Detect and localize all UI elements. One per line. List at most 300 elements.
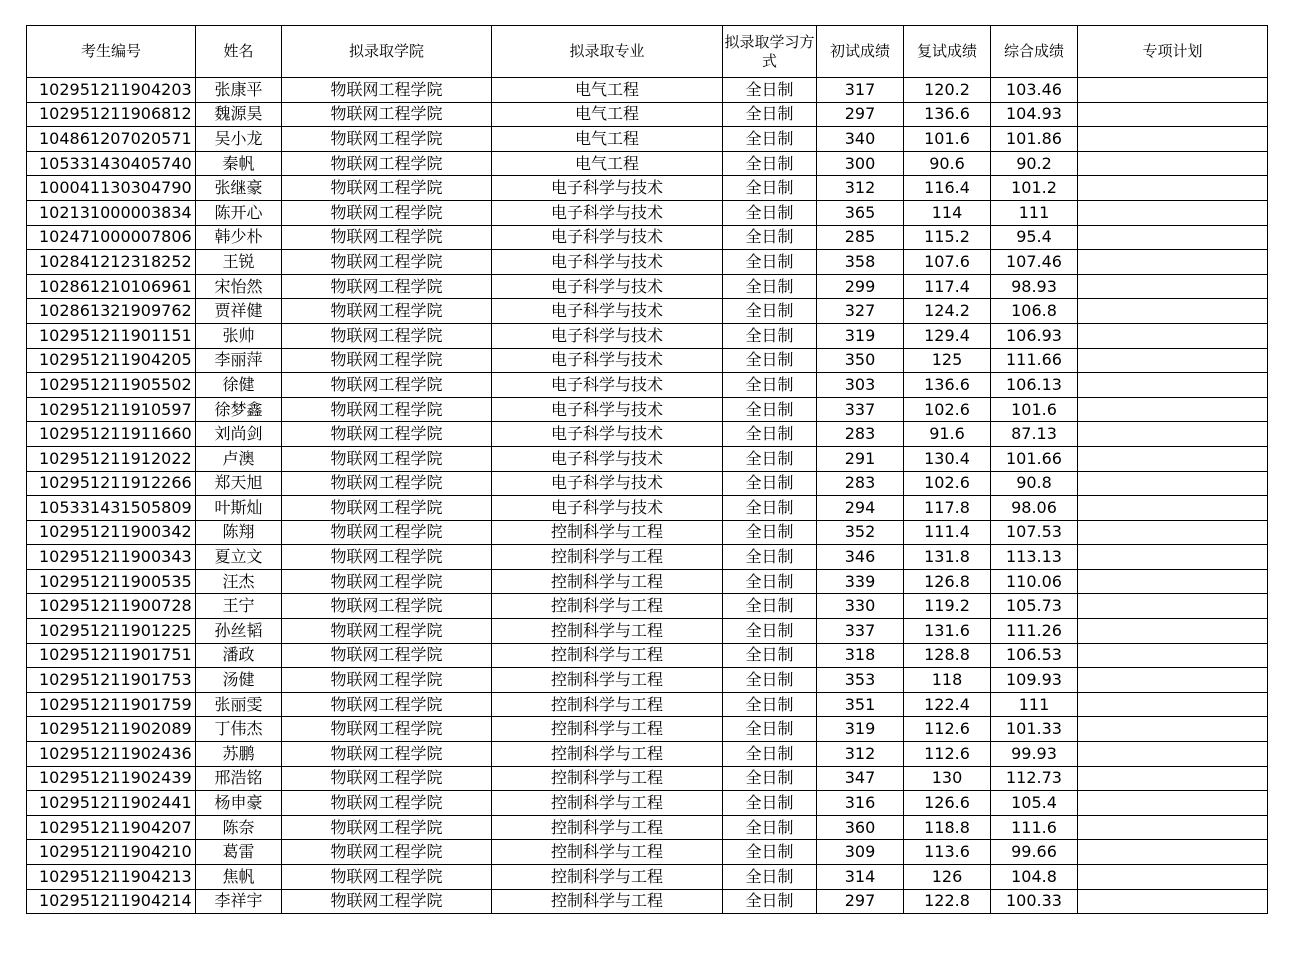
cell-total-score: 101.2 — [991, 176, 1078, 201]
cell-initial-score: 352 — [817, 520, 904, 545]
cell-college: 物联网工程学院 — [282, 397, 492, 422]
cell-major: 电子科学与技术 — [492, 471, 723, 496]
header-total-score: 综合成绩 — [991, 26, 1078, 78]
cell-candidate-id: 100041130304790 — [27, 176, 196, 201]
cell-special-plan — [1078, 594, 1268, 619]
cell-retest-score: 102.6 — [904, 471, 991, 496]
cell-college: 物联网工程学院 — [282, 225, 492, 250]
cell-study-mode: 全日制 — [723, 274, 817, 299]
cell-major: 电子科学与技术 — [492, 348, 723, 373]
cell-initial-score: 319 — [817, 323, 904, 348]
cell-major: 电子科学与技术 — [492, 496, 723, 521]
cell-initial-score: 285 — [817, 225, 904, 250]
cell-initial-score: 314 — [817, 865, 904, 890]
cell-study-mode: 全日制 — [723, 545, 817, 570]
header-special-plan: 专项计划 — [1078, 26, 1268, 78]
cell-college: 物联网工程学院 — [282, 348, 492, 373]
cell-college: 物联网工程学院 — [282, 545, 492, 570]
cell-initial-score: 283 — [817, 471, 904, 496]
cell-candidate-id: 102951211904205 — [27, 348, 196, 373]
cell-retest-score: 130.4 — [904, 446, 991, 471]
cell-candidate-id: 102951211910597 — [27, 397, 196, 422]
cell-major: 控制科学与工程 — [492, 692, 723, 717]
cell-retest-score: 111.4 — [904, 520, 991, 545]
cell-special-plan — [1078, 127, 1268, 152]
cell-special-plan — [1078, 889, 1268, 914]
cell-candidate-id: 105331430405740 — [27, 151, 196, 176]
cell-retest-score: 128.8 — [904, 643, 991, 668]
cell-study-mode: 全日制 — [723, 569, 817, 594]
cell-retest-score: 120.2 — [904, 78, 991, 103]
cell-college: 物联网工程学院 — [282, 742, 492, 767]
cell-study-mode: 全日制 — [723, 422, 817, 447]
table-header — [27, 26, 1268, 78]
cell-retest-score: 126 — [904, 865, 991, 890]
cell-total-score: 90.2 — [991, 151, 1078, 176]
cell-major: 电气工程 — [492, 78, 723, 103]
cell-candidate-id: 102951211900728 — [27, 594, 196, 619]
table-row — [27, 865, 1268, 890]
cell-study-mode: 全日制 — [723, 766, 817, 791]
table-row — [27, 323, 1268, 348]
cell-special-plan — [1078, 422, 1268, 447]
table-body — [27, 78, 1268, 914]
cell-candidate-id: 102131000003834 — [27, 200, 196, 225]
cell-major: 电气工程 — [492, 151, 723, 176]
cell-study-mode: 全日制 — [723, 299, 817, 324]
cell-special-plan — [1078, 102, 1268, 127]
table-row — [27, 840, 1268, 865]
cell-name: 汪杰 — [196, 569, 282, 594]
cell-initial-score: 319 — [817, 717, 904, 742]
cell-major: 控制科学与工程 — [492, 668, 723, 693]
cell-candidate-id: 102861210106961 — [27, 274, 196, 299]
cell-total-score: 111 — [991, 200, 1078, 225]
cell-total-score: 113.13 — [991, 545, 1078, 570]
cell-candidate-id: 102951211904210 — [27, 840, 196, 865]
cell-retest-score: 122.8 — [904, 889, 991, 914]
cell-college: 物联网工程学院 — [282, 668, 492, 693]
cell-name: 李丽萍 — [196, 348, 282, 373]
cell-major: 电子科学与技术 — [492, 323, 723, 348]
cell-special-plan — [1078, 299, 1268, 324]
cell-study-mode: 全日制 — [723, 373, 817, 398]
cell-name: 焦帆 — [196, 865, 282, 890]
cell-special-plan — [1078, 78, 1268, 103]
cell-total-score: 111.66 — [991, 348, 1078, 373]
cell-study-mode: 全日制 — [723, 815, 817, 840]
cell-initial-score: 347 — [817, 766, 904, 791]
cell-retest-score: 118 — [904, 668, 991, 693]
admission-table — [26, 25, 1268, 914]
cell-total-score: 106.8 — [991, 299, 1078, 324]
cell-candidate-id: 102951211912266 — [27, 471, 196, 496]
table-row — [27, 742, 1268, 767]
cell-candidate-id: 105331431505809 — [27, 496, 196, 521]
cell-college: 物联网工程学院 — [282, 865, 492, 890]
cell-candidate-id: 102951211912022 — [27, 446, 196, 471]
cell-retest-score: 130 — [904, 766, 991, 791]
cell-initial-score: 312 — [817, 742, 904, 767]
cell-study-mode: 全日制 — [723, 742, 817, 767]
cell-name: 贾祥健 — [196, 299, 282, 324]
cell-candidate-id: 102951211904207 — [27, 815, 196, 840]
cell-special-plan — [1078, 865, 1268, 890]
cell-initial-score: 312 — [817, 176, 904, 201]
cell-candidate-id: 102861321909762 — [27, 299, 196, 324]
cell-name: 刘尚剑 — [196, 422, 282, 447]
cell-study-mode: 全日制 — [723, 791, 817, 816]
cell-study-mode: 全日制 — [723, 840, 817, 865]
cell-initial-score: 330 — [817, 594, 904, 619]
cell-retest-score: 117.8 — [904, 496, 991, 521]
cell-name: 陈奈 — [196, 815, 282, 840]
cell-study-mode: 全日制 — [723, 889, 817, 914]
cell-major: 控制科学与工程 — [492, 643, 723, 668]
cell-college: 物联网工程学院 — [282, 840, 492, 865]
cell-study-mode: 全日制 — [723, 102, 817, 127]
cell-initial-score: 337 — [817, 397, 904, 422]
cell-major: 电子科学与技术 — [492, 446, 723, 471]
cell-study-mode: 全日制 — [723, 176, 817, 201]
cell-college: 物联网工程学院 — [282, 496, 492, 521]
cell-total-score: 101.6 — [991, 397, 1078, 422]
cell-initial-score: 309 — [817, 840, 904, 865]
table-row — [27, 496, 1268, 521]
table-row — [27, 200, 1268, 225]
cell-college: 物联网工程学院 — [282, 471, 492, 496]
cell-name: 王锐 — [196, 250, 282, 275]
cell-initial-score: 297 — [817, 889, 904, 914]
cell-study-mode: 全日制 — [723, 127, 817, 152]
cell-special-plan — [1078, 766, 1268, 791]
cell-candidate-id: 102951211902089 — [27, 717, 196, 742]
cell-college: 物联网工程学院 — [282, 520, 492, 545]
cell-candidate-id: 102471000007806 — [27, 225, 196, 250]
cell-name: 张继豪 — [196, 176, 282, 201]
cell-study-mode: 全日制 — [723, 865, 817, 890]
cell-major: 控制科学与工程 — [492, 569, 723, 594]
cell-retest-score: 126.6 — [904, 791, 991, 816]
cell-initial-score: 365 — [817, 200, 904, 225]
cell-retest-score: 102.6 — [904, 397, 991, 422]
cell-college: 物联网工程学院 — [282, 299, 492, 324]
cell-initial-score: 316 — [817, 791, 904, 816]
cell-name: 汤健 — [196, 668, 282, 693]
cell-name: 宋怡然 — [196, 274, 282, 299]
cell-total-score: 111.6 — [991, 815, 1078, 840]
cell-name: 杨申豪 — [196, 791, 282, 816]
cell-total-score: 98.06 — [991, 496, 1078, 521]
cell-study-mode: 全日制 — [723, 520, 817, 545]
cell-total-score: 110.06 — [991, 569, 1078, 594]
cell-study-mode: 全日制 — [723, 471, 817, 496]
table-row — [27, 520, 1268, 545]
cell-retest-score: 131.8 — [904, 545, 991, 570]
cell-initial-score: 350 — [817, 348, 904, 373]
table-row — [27, 569, 1268, 594]
cell-name: 孙丝韬 — [196, 619, 282, 644]
cell-name: 卢澳 — [196, 446, 282, 471]
header-initial-score: 初试成绩 — [817, 26, 904, 78]
cell-retest-score: 107.6 — [904, 250, 991, 275]
table-row — [27, 102, 1268, 127]
cell-candidate-id: 102951211901151 — [27, 323, 196, 348]
cell-total-score: 95.4 — [991, 225, 1078, 250]
cell-total-score: 106.13 — [991, 373, 1078, 398]
cell-total-score: 112.73 — [991, 766, 1078, 791]
cell-candidate-id: 102951211901759 — [27, 692, 196, 717]
cell-college: 物联网工程学院 — [282, 815, 492, 840]
cell-total-score: 105.4 — [991, 791, 1078, 816]
cell-name: 夏立文 — [196, 545, 282, 570]
cell-total-score: 90.8 — [991, 471, 1078, 496]
cell-college: 物联网工程学院 — [282, 151, 492, 176]
cell-initial-score: 351 — [817, 692, 904, 717]
cell-candidate-id: 102951211900535 — [27, 569, 196, 594]
header-retest-score: 复试成绩 — [904, 26, 991, 78]
table-row — [27, 127, 1268, 152]
cell-major: 电子科学与技术 — [492, 274, 723, 299]
cell-initial-score: 340 — [817, 127, 904, 152]
cell-name: 李祥宇 — [196, 889, 282, 914]
cell-candidate-id: 102951211911660 — [27, 422, 196, 447]
cell-study-mode: 全日制 — [723, 643, 817, 668]
table-row — [27, 422, 1268, 447]
cell-retest-score: 118.8 — [904, 815, 991, 840]
cell-major: 电气工程 — [492, 127, 723, 152]
cell-college: 物联网工程学院 — [282, 619, 492, 644]
cell-retest-score: 116.4 — [904, 176, 991, 201]
cell-special-plan — [1078, 323, 1268, 348]
cell-total-score: 99.93 — [991, 742, 1078, 767]
cell-major: 电子科学与技术 — [492, 422, 723, 447]
cell-major: 电子科学与技术 — [492, 225, 723, 250]
cell-retest-score: 124.2 — [904, 299, 991, 324]
table-row — [27, 619, 1268, 644]
cell-initial-score: 360 — [817, 815, 904, 840]
cell-total-score: 100.33 — [991, 889, 1078, 914]
table-row — [27, 78, 1268, 103]
header-row — [27, 26, 1268, 78]
cell-name: 陈开心 — [196, 200, 282, 225]
cell-college: 物联网工程学院 — [282, 791, 492, 816]
table-row — [27, 889, 1268, 914]
cell-total-score: 111.26 — [991, 619, 1078, 644]
cell-total-score: 104.93 — [991, 102, 1078, 127]
cell-study-mode: 全日制 — [723, 668, 817, 693]
cell-major: 控制科学与工程 — [492, 594, 723, 619]
cell-study-mode: 全日制 — [723, 397, 817, 422]
cell-college: 物联网工程学院 — [282, 250, 492, 275]
cell-total-score: 87.13 — [991, 422, 1078, 447]
cell-retest-score: 129.4 — [904, 323, 991, 348]
table-row — [27, 545, 1268, 570]
cell-special-plan — [1078, 791, 1268, 816]
cell-college: 物联网工程学院 — [282, 102, 492, 127]
cell-name: 丁伟杰 — [196, 717, 282, 742]
cell-major: 控制科学与工程 — [492, 742, 723, 767]
cell-special-plan — [1078, 373, 1268, 398]
cell-college: 物联网工程学院 — [282, 692, 492, 717]
cell-retest-score: 125 — [904, 348, 991, 373]
cell-candidate-id: 104861207020571 — [27, 127, 196, 152]
cell-special-plan — [1078, 446, 1268, 471]
cell-major: 电子科学与技术 — [492, 200, 723, 225]
cell-initial-score: 353 — [817, 668, 904, 693]
cell-college: 物联网工程学院 — [282, 200, 492, 225]
table-row — [27, 471, 1268, 496]
cell-initial-score: 297 — [817, 102, 904, 127]
cell-retest-score: 119.2 — [904, 594, 991, 619]
cell-name: 叶斯灿 — [196, 496, 282, 521]
cell-special-plan — [1078, 274, 1268, 299]
cell-total-score: 101.33 — [991, 717, 1078, 742]
table-row — [27, 250, 1268, 275]
cell-total-score: 98.93 — [991, 274, 1078, 299]
cell-total-score: 105.73 — [991, 594, 1078, 619]
cell-major: 控制科学与工程 — [492, 815, 723, 840]
cell-retest-score: 101.6 — [904, 127, 991, 152]
cell-retest-score: 90.6 — [904, 151, 991, 176]
table-row — [27, 225, 1268, 250]
cell-candidate-id: 102951211901751 — [27, 643, 196, 668]
cell-retest-score: 112.6 — [904, 717, 991, 742]
cell-college: 物联网工程学院 — [282, 78, 492, 103]
table-row — [27, 397, 1268, 422]
cell-major: 电气工程 — [492, 102, 723, 127]
cell-major: 电子科学与技术 — [492, 250, 723, 275]
table-row — [27, 151, 1268, 176]
header-major: 拟录取专业 — [492, 26, 723, 78]
cell-study-mode: 全日制 — [723, 78, 817, 103]
cell-total-score: 101.66 — [991, 446, 1078, 471]
cell-candidate-id: 102951211902439 — [27, 766, 196, 791]
cell-name: 徐健 — [196, 373, 282, 398]
cell-study-mode: 全日制 — [723, 250, 817, 275]
table-row — [27, 348, 1268, 373]
cell-candidate-id: 102951211904203 — [27, 78, 196, 103]
cell-total-score: 106.53 — [991, 643, 1078, 668]
cell-major: 控制科学与工程 — [492, 840, 723, 865]
cell-initial-score: 283 — [817, 422, 904, 447]
table-row — [27, 446, 1268, 471]
cell-candidate-id: 102951211900343 — [27, 545, 196, 570]
cell-total-score: 101.86 — [991, 127, 1078, 152]
cell-retest-score: 112.6 — [904, 742, 991, 767]
table-row — [27, 791, 1268, 816]
cell-name: 张丽雯 — [196, 692, 282, 717]
cell-candidate-id: 102951211905502 — [27, 373, 196, 398]
cell-special-plan — [1078, 717, 1268, 742]
cell-major: 控制科学与工程 — [492, 520, 723, 545]
cell-name: 张康平 — [196, 78, 282, 103]
cell-major: 控制科学与工程 — [492, 865, 723, 890]
cell-retest-score: 115.2 — [904, 225, 991, 250]
table-row — [27, 692, 1268, 717]
cell-candidate-id: 102841212318252 — [27, 250, 196, 275]
cell-retest-score: 126.8 — [904, 569, 991, 594]
cell-candidate-id: 102951211906812 — [27, 102, 196, 127]
cell-candidate-id: 102951211900342 — [27, 520, 196, 545]
cell-college: 物联网工程学院 — [282, 373, 492, 398]
header-candidate-id: 考生编号 — [27, 26, 196, 78]
cell-college: 物联网工程学院 — [282, 323, 492, 348]
cell-special-plan — [1078, 545, 1268, 570]
cell-initial-score: 327 — [817, 299, 904, 324]
cell-special-plan — [1078, 200, 1268, 225]
cell-candidate-id: 102951211904213 — [27, 865, 196, 890]
cell-study-mode: 全日制 — [723, 151, 817, 176]
cell-college: 物联网工程学院 — [282, 274, 492, 299]
cell-special-plan — [1078, 348, 1268, 373]
cell-candidate-id: 102951211902436 — [27, 742, 196, 767]
cell-college: 物联网工程学院 — [282, 127, 492, 152]
cell-special-plan — [1078, 619, 1268, 644]
cell-name: 徐梦鑫 — [196, 397, 282, 422]
cell-special-plan — [1078, 742, 1268, 767]
cell-college: 物联网工程学院 — [282, 569, 492, 594]
cell-initial-score: 337 — [817, 619, 904, 644]
cell-study-mode: 全日制 — [723, 200, 817, 225]
cell-college: 物联网工程学院 — [282, 766, 492, 791]
cell-retest-score: 136.6 — [904, 102, 991, 127]
table-row — [27, 815, 1268, 840]
cell-major: 控制科学与工程 — [492, 889, 723, 914]
cell-college: 物联网工程学院 — [282, 643, 492, 668]
table-row — [27, 274, 1268, 299]
cell-special-plan — [1078, 692, 1268, 717]
cell-major: 电子科学与技术 — [492, 397, 723, 422]
cell-special-plan — [1078, 496, 1268, 521]
table-row — [27, 717, 1268, 742]
cell-study-mode: 全日制 — [723, 323, 817, 348]
header-name: 姓名 — [196, 26, 282, 78]
cell-initial-score: 303 — [817, 373, 904, 398]
cell-initial-score: 318 — [817, 643, 904, 668]
cell-total-score: 107.46 — [991, 250, 1078, 275]
table-row — [27, 299, 1268, 324]
cell-retest-score: 131.6 — [904, 619, 991, 644]
cell-special-plan — [1078, 840, 1268, 865]
cell-retest-score: 122.4 — [904, 692, 991, 717]
table-row — [27, 594, 1268, 619]
cell-name: 苏鹏 — [196, 742, 282, 767]
cell-initial-score: 299 — [817, 274, 904, 299]
cell-name: 韩少朴 — [196, 225, 282, 250]
cell-candidate-id: 102951211901753 — [27, 668, 196, 693]
cell-special-plan — [1078, 815, 1268, 840]
cell-study-mode: 全日制 — [723, 446, 817, 471]
cell-total-score: 103.46 — [991, 78, 1078, 103]
cell-special-plan — [1078, 250, 1268, 275]
cell-college: 物联网工程学院 — [282, 422, 492, 447]
cell-study-mode: 全日制 — [723, 692, 817, 717]
cell-major: 控制科学与工程 — [492, 717, 723, 742]
cell-college: 物联网工程学院 — [282, 889, 492, 914]
cell-total-score: 109.93 — [991, 668, 1078, 693]
cell-study-mode: 全日制 — [723, 594, 817, 619]
cell-college: 物联网工程学院 — [282, 176, 492, 201]
cell-total-score: 99.66 — [991, 840, 1078, 865]
cell-initial-score: 291 — [817, 446, 904, 471]
cell-total-score: 104.8 — [991, 865, 1078, 890]
cell-special-plan — [1078, 397, 1268, 422]
cell-name: 张帅 — [196, 323, 282, 348]
table-row — [27, 668, 1268, 693]
cell-study-mode: 全日制 — [723, 619, 817, 644]
cell-initial-score: 317 — [817, 78, 904, 103]
